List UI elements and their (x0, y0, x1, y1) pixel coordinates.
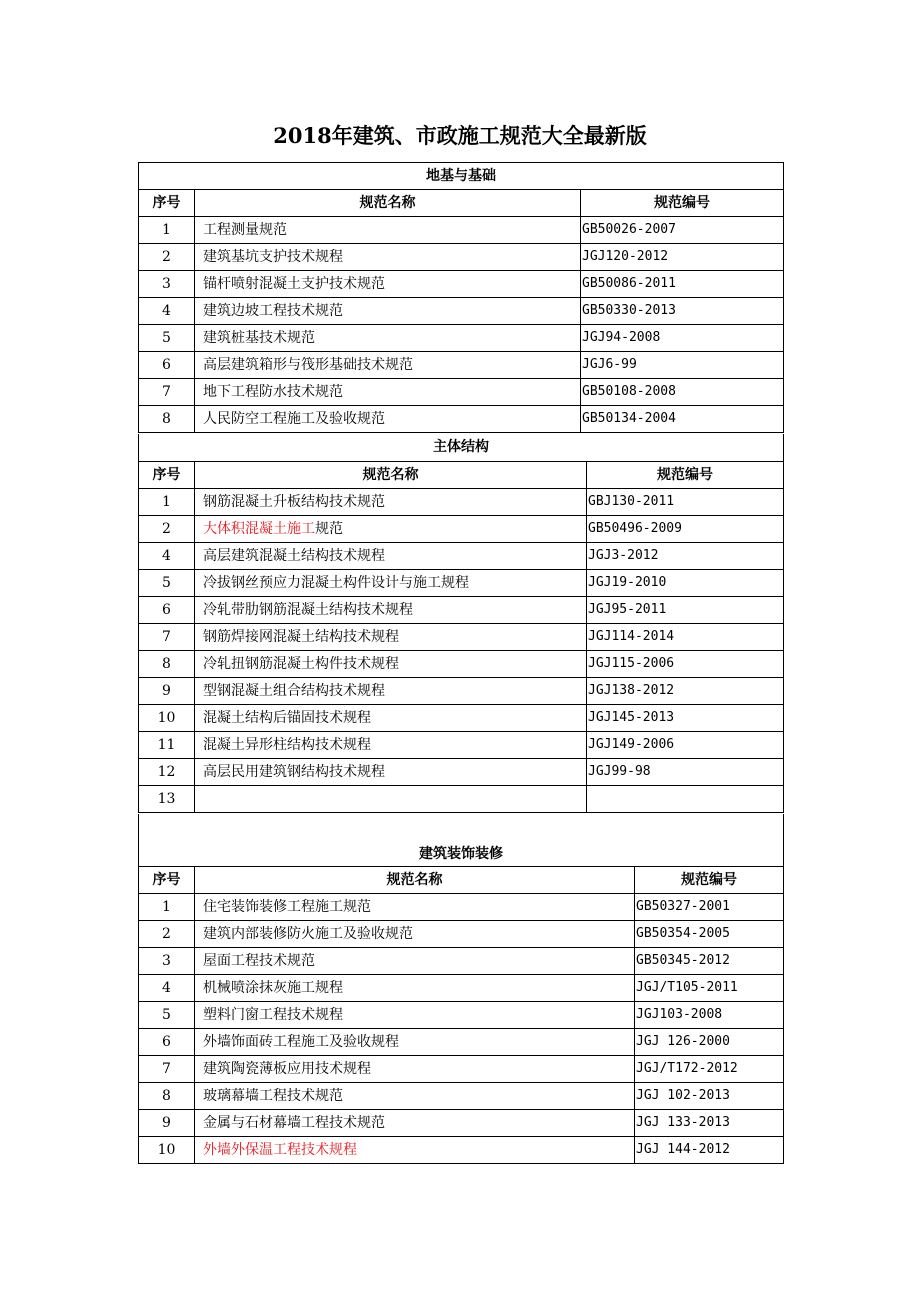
spec-code: GB50026-2007 (581, 217, 784, 244)
table-row (139, 325, 784, 352)
spec-name: 型钢混凝土组合结构技术规程 (195, 677, 587, 704)
spec-name (195, 785, 587, 812)
row-number: 8 (139, 1082, 195, 1109)
row-number: 3 (139, 947, 195, 974)
spec-code: JGJ3-2012 (587, 542, 784, 569)
table-row (139, 569, 784, 596)
table-row (139, 1082, 784, 1109)
row-number: 3 (139, 271, 195, 298)
table-row (139, 920, 784, 947)
col-header-code: 规范编号 (587, 461, 784, 488)
spec-code: JGJ/T105-2011 (635, 974, 784, 1001)
table-row (139, 1028, 784, 1055)
section-decoration (138, 814, 783, 1164)
spec-name: 钢筋焊接网混凝土结构技术规程 (195, 623, 587, 650)
spec-code (587, 785, 784, 812)
spec-name-highlighted: 大体积混凝土施工 (203, 520, 315, 537)
row-number: 5 (139, 1001, 195, 1028)
section-title: 地基与基础 (139, 163, 784, 190)
spec-code: JGJ 126-2000 (635, 1028, 784, 1055)
spec-code: GB50345-2012 (635, 947, 784, 974)
table-row (139, 406, 784, 433)
row-number: 7 (139, 1055, 195, 1082)
table-row (139, 244, 784, 271)
spec-name: 高层建筑箱形与筏形基础技术规范 (195, 352, 581, 379)
spec-code: GBJ130-2011 (587, 488, 784, 515)
section-title: 建筑装饰装修 (139, 814, 784, 866)
row-number: 2 (139, 515, 195, 542)
section-foundation (138, 162, 783, 433)
spec-code: GB50134-2004 (581, 406, 784, 433)
table-row (139, 352, 784, 379)
spec-name: 塑料门窗工程技术规程 (195, 1001, 635, 1028)
spec-name: 锚杆喷射混凝土支护技术规范 (195, 271, 581, 298)
spec-name: 地下工程防水技术规范 (195, 379, 581, 406)
table-row (139, 650, 784, 677)
row-number: 12 (139, 758, 195, 785)
spec-code: JGJ120-2012 (581, 244, 784, 271)
document-title: 2018年建筑、市政施工规范大全最新版 (273, 123, 647, 148)
spec-code: JGJ 133-2013 (635, 1109, 784, 1136)
section-main-structure (138, 434, 783, 813)
table-row (139, 488, 784, 515)
table-row (139, 271, 784, 298)
row-number: 9 (139, 1109, 195, 1136)
spec-name: 钢筋混凝土升板结构技术规范 (195, 488, 587, 515)
spec-name: 混凝土结构后锚固技术规程 (195, 704, 587, 731)
section-foundation-table (138, 162, 784, 433)
spec-code: JGJ94-2008 (581, 325, 784, 352)
col-header-name: 规范名称 (195, 461, 587, 488)
spec-code: JGJ99-98 (587, 758, 784, 785)
row-number: 4 (139, 974, 195, 1001)
spec-name: 建筑陶瓷薄板应用技术规程 (195, 1055, 635, 1082)
table-row (139, 731, 784, 758)
spec-code: JGJ6-99 (581, 352, 784, 379)
row-number: 1 (139, 217, 195, 244)
spec-name: 建筑基坑支护技术规程 (195, 244, 581, 271)
spec-name: 机械喷涂抹灰施工规程 (195, 974, 635, 1001)
col-header-code: 规范编号 (635, 866, 784, 893)
table-row (139, 785, 784, 812)
row-number: 1 (139, 893, 195, 920)
row-number: 5 (139, 569, 195, 596)
table-row (139, 704, 784, 731)
section-decoration-table (138, 814, 784, 1164)
table-row (139, 623, 784, 650)
col-header-code: 规范编号 (581, 190, 784, 217)
spec-name: 冷轧带肋钢筋混凝土结构技术规程 (195, 596, 587, 623)
col-header-name: 规范名称 (195, 866, 635, 893)
row-number: 13 (139, 785, 195, 812)
row-number: 6 (139, 596, 195, 623)
section-main-structure-table (138, 434, 784, 813)
col-header-name: 规范名称 (195, 190, 581, 217)
table-row (139, 515, 784, 542)
row-number: 8 (139, 650, 195, 677)
row-number: 10 (139, 1136, 195, 1163)
row-number: 9 (139, 677, 195, 704)
row-number: 1 (139, 488, 195, 515)
row-number: 8 (139, 406, 195, 433)
table-row (139, 298, 784, 325)
row-number: 7 (139, 623, 195, 650)
spec-name: 建筑边坡工程技术规范 (195, 298, 581, 325)
row-number: 4 (139, 298, 195, 325)
spec-code: JGJ95-2011 (587, 596, 784, 623)
spec-name: 人民防空工程施工及验收规范 (195, 406, 581, 433)
table-row (139, 893, 784, 920)
row-number: 4 (139, 542, 195, 569)
row-number: 6 (139, 1028, 195, 1055)
table-row (139, 1001, 784, 1028)
table-row (139, 1136, 784, 1163)
spec-code: JGJ145-2013 (587, 704, 784, 731)
spec-name (195, 1136, 635, 1163)
spec-name: 高层建筑混凝土结构技术规程 (195, 542, 587, 569)
row-number: 10 (139, 704, 195, 731)
table-row (139, 974, 784, 1001)
table-row (139, 596, 784, 623)
spec-code: JGJ/T172-2012 (635, 1055, 784, 1082)
spec-code: GB50108-2008 (581, 379, 784, 406)
spec-code: JGJ 144-2012 (635, 1136, 784, 1163)
spec-name-rest: 规范 (315, 520, 343, 537)
spec-name: 建筑桩基技术规范 (195, 325, 581, 352)
row-number: 2 (139, 244, 195, 271)
spec-name: 工程测量规范 (195, 217, 581, 244)
spec-name: 外墙饰面砖工程施工及验收规程 (195, 1028, 635, 1055)
table-row (139, 217, 784, 244)
spec-code: GB50327-2001 (635, 893, 784, 920)
spec-name: 金属与石材幕墙工程技术规范 (195, 1109, 635, 1136)
table-row (139, 542, 784, 569)
spec-name-highlighted: 外墙外保温工程技术规程 (203, 1141, 357, 1158)
table-row (139, 947, 784, 974)
row-number: 11 (139, 731, 195, 758)
row-number: 2 (139, 920, 195, 947)
spec-code: JGJ114-2014 (587, 623, 784, 650)
spec-name: 屋面工程技术规范 (195, 947, 635, 974)
spec-name: 建筑内部装修防火施工及验收规范 (195, 920, 635, 947)
spec-code: GB50496-2009 (587, 515, 784, 542)
spec-code: JGJ138-2012 (587, 677, 784, 704)
table-row (139, 379, 784, 406)
spec-code: GB50330-2013 (581, 298, 784, 325)
col-header-seq: 序号 (139, 866, 195, 893)
spec-name: 玻璃幕墙工程技术规范 (195, 1082, 635, 1109)
spec-code: JGJ149-2006 (587, 731, 784, 758)
spec-code: JGJ103-2008 (635, 1001, 784, 1028)
spec-code: JGJ19-2010 (587, 569, 784, 596)
spec-name: 高层民用建筑钢结构技术规程 (195, 758, 587, 785)
table-row (139, 758, 784, 785)
table-row (139, 1055, 784, 1082)
col-header-seq: 序号 (139, 461, 195, 488)
spec-name: 混凝土异形柱结构技术规程 (195, 731, 587, 758)
col-header-seq: 序号 (139, 190, 195, 217)
spec-name: 住宅装饰装修工程施工规范 (195, 893, 635, 920)
spec-code: GB50354-2005 (635, 920, 784, 947)
table-row (139, 677, 784, 704)
table-row (139, 1109, 784, 1136)
row-number: 5 (139, 325, 195, 352)
spec-name (195, 515, 587, 542)
spec-name: 冷拔钢丝预应力混凝土构件设计与施工规程 (195, 569, 587, 596)
section-title: 主体结构 (139, 434, 784, 461)
spec-code: GB50086-2011 (581, 271, 784, 298)
row-number: 7 (139, 379, 195, 406)
spec-code: JGJ115-2006 (587, 650, 784, 677)
spec-name: 冷轧扭钢筋混凝土构件技术规程 (195, 650, 587, 677)
row-number: 6 (139, 352, 195, 379)
spec-code: JGJ 102-2013 (635, 1082, 784, 1109)
